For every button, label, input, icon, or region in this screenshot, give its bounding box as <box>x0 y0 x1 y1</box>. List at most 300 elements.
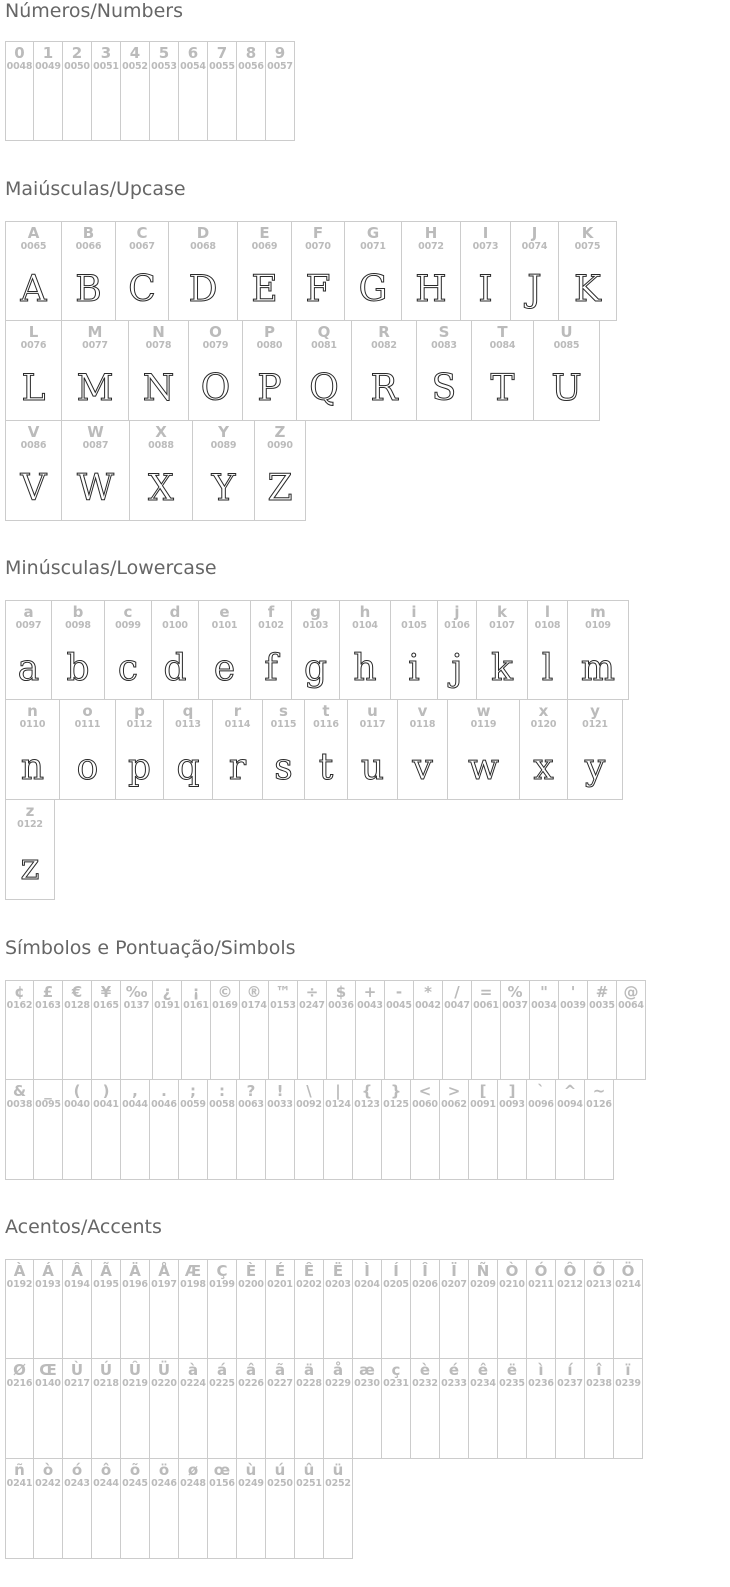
character-code: 0111 <box>74 719 101 730</box>
character-cell <box>527 1080 556 1180</box>
character-code: 0140 <box>35 1378 61 1389</box>
character-code: 0206 <box>412 1279 438 1290</box>
character-cell <box>92 1259 121 1359</box>
character-label: Ö <box>621 1262 635 1280</box>
character-cell <box>237 1080 266 1180</box>
character-label: t <box>322 702 330 720</box>
glyph-preview: m <box>580 648 616 689</box>
character-label: U <box>560 323 573 341</box>
character-cell <box>414 980 443 1080</box>
character-label: ø <box>187 1461 199 1479</box>
character-label: Ô <box>563 1262 577 1280</box>
character-label: ‰ <box>125 983 148 1001</box>
character-code: 0203 <box>325 1279 351 1290</box>
character-label: ü <box>332 1461 344 1479</box>
character-cell <box>568 600 629 700</box>
character-cell <box>5 221 62 321</box>
character-code: 0033 <box>267 1099 293 1110</box>
character-label: Û <box>128 1361 142 1379</box>
character-label: & <box>12 1082 27 1100</box>
character-cell <box>5 800 55 900</box>
character-code: 0096 <box>528 1099 554 1110</box>
character-label: Ç <box>216 1262 228 1280</box>
character-code: 0079 <box>202 340 229 351</box>
character-cell <box>398 700 448 800</box>
character-code: 0229 <box>325 1378 351 1389</box>
character-cell <box>269 980 298 1080</box>
character-cell <box>237 1359 266 1459</box>
character-cell <box>152 600 199 700</box>
character-cell <box>498 1359 527 1459</box>
character-cell <box>5 321 62 421</box>
character-label: ç <box>391 1361 401 1379</box>
character-label: ¥ <box>100 983 112 1001</box>
character-code: 0162 <box>6 1000 33 1011</box>
character-label: O <box>209 323 222 341</box>
character-code: 0226 <box>238 1378 264 1389</box>
character-code: 0234 <box>470 1378 496 1389</box>
character-label: n <box>27 702 38 720</box>
character-label: ù <box>245 1461 257 1479</box>
section-title-numbers: Números/Numbers <box>5 0 183 22</box>
character-code: 0120 <box>530 719 557 730</box>
character-cell <box>469 1359 498 1459</box>
character-code: 0219 <box>122 1378 148 1389</box>
character-code: 0038 <box>6 1099 33 1110</box>
character-cell <box>498 1080 527 1180</box>
character-code: 0070 <box>305 241 331 252</box>
character-cell <box>130 421 193 521</box>
character-code: 0121 <box>582 719 608 730</box>
character-cell <box>189 321 243 421</box>
character-code: 0195 <box>93 1279 119 1290</box>
glyph-preview: k <box>491 648 513 689</box>
character-code: 0099 <box>115 620 141 631</box>
character-code: 0098 <box>65 620 91 631</box>
character-label: N <box>152 323 165 341</box>
glyph-preview: L <box>21 368 46 409</box>
glyph-preview: x <box>533 747 554 788</box>
character-label: < <box>418 1082 432 1100</box>
character-cell <box>385 980 414 1080</box>
character-label: 5 <box>158 44 170 62</box>
character-cell <box>153 980 182 1080</box>
character-label: c <box>123 603 133 621</box>
character-cell <box>92 980 121 1080</box>
character-code: 0046 <box>151 1099 177 1110</box>
character-code: 0211 <box>528 1279 554 1290</box>
character-label: L <box>28 323 39 341</box>
glyph-preview: s <box>274 747 293 788</box>
character-code: 0212 <box>557 1279 583 1290</box>
character-cell <box>472 980 501 1080</box>
character-code: 0094 <box>557 1099 583 1110</box>
character-label: 6 <box>187 44 199 62</box>
character-code: 0232 <box>412 1378 438 1389</box>
character-cell <box>5 1459 34 1559</box>
character-cell <box>391 600 438 700</box>
character-cell <box>63 1259 92 1359</box>
glyph-preview: B <box>75 269 102 310</box>
character-label: å <box>332 1361 344 1379</box>
character-code: 0043 <box>357 1000 383 1011</box>
character-code: 0251 <box>296 1478 322 1489</box>
glyph-preview: f <box>264 648 278 689</box>
glyph-preview: I <box>478 269 493 310</box>
character-code: 0106 <box>444 620 470 631</box>
character-code: 0191 <box>154 1000 180 1011</box>
character-cell <box>340 600 391 700</box>
character-cell <box>411 1259 440 1359</box>
character-cell <box>353 1080 382 1180</box>
character-label: ( <box>73 1082 81 1100</box>
character-code: 0110 <box>19 719 46 730</box>
glyph-preview: w <box>468 747 499 788</box>
character-code: 0049 <box>35 61 61 72</box>
character-cell <box>5 600 52 700</box>
character-label: = <box>479 983 493 1001</box>
character-code: 0205 <box>383 1279 409 1290</box>
character-cell <box>305 700 348 800</box>
glyph-preview: D <box>188 269 218 310</box>
character-cell <box>382 1080 411 1180</box>
character-label: 3 <box>100 44 112 62</box>
character-code: 0201 <box>267 1279 293 1290</box>
character-code: 0101 <box>211 620 238 631</box>
character-code: 0210 <box>499 1279 525 1290</box>
character-code: 0083 <box>431 340 457 351</box>
character-cell <box>34 1359 63 1459</box>
character-cell <box>63 1080 92 1180</box>
character-cell <box>238 221 292 321</box>
character-cell <box>527 1359 556 1459</box>
character-cell <box>92 1359 121 1459</box>
character-cell <box>193 421 255 521</box>
character-cell <box>292 221 345 321</box>
character-label: P <box>264 323 275 341</box>
glyph-preview: Z <box>267 468 293 509</box>
character-code: 0153 <box>270 1000 296 1011</box>
character-cell <box>501 980 530 1080</box>
character-code: 0065 <box>20 241 47 252</box>
glyph-preview: p <box>127 747 152 788</box>
character-label: H <box>424 224 438 242</box>
character-cell <box>585 1259 614 1359</box>
character-label: : <box>219 1082 225 1100</box>
character-row <box>5 221 730 321</box>
character-cell <box>60 700 116 800</box>
glyph-preview: o <box>76 747 99 788</box>
character-cell <box>121 1080 150 1180</box>
character-cell <box>116 700 164 800</box>
character-cell <box>511 221 559 321</box>
character-code: 0245 <box>122 1478 148 1489</box>
character-label: ^ <box>563 1082 577 1100</box>
character-code: 0112 <box>126 719 153 730</box>
character-label: â <box>245 1361 257 1379</box>
character-label: a <box>23 603 34 621</box>
character-cell <box>614 1259 643 1359</box>
character-label: { <box>361 1082 373 1100</box>
glyph-preview: U <box>551 368 582 409</box>
character-cell <box>237 1459 266 1559</box>
character-cell <box>237 41 266 141</box>
character-cell <box>266 1080 295 1180</box>
character-code: 0056 <box>238 61 264 72</box>
character-code: 0113 <box>175 719 201 730</box>
character-cell <box>295 1259 324 1359</box>
character-label: 0 <box>14 44 25 62</box>
character-label: F <box>312 224 324 242</box>
character-label: b <box>72 603 84 621</box>
character-code: 0194 <box>64 1279 90 1290</box>
character-label: ï <box>625 1361 631 1379</box>
character-code: 0104 <box>352 620 378 631</box>
character-code: 0064 <box>618 1000 644 1011</box>
character-label: I <box>482 224 489 242</box>
character-code: 0103 <box>302 620 329 631</box>
glyph-preview: e <box>213 648 236 689</box>
character-code: 0235 <box>499 1378 525 1389</box>
character-label: > <box>447 1082 461 1100</box>
character-label: Â <box>71 1262 83 1280</box>
character-code: 0228 <box>296 1378 322 1389</box>
character-label: o <box>82 702 93 720</box>
character-code: 0091 <box>470 1099 496 1110</box>
character-cell <box>251 600 292 700</box>
glyph-preview: A <box>20 269 47 310</box>
character-label: Á <box>42 1262 54 1280</box>
character-cell <box>411 1359 440 1459</box>
character-code: 0059 <box>180 1099 206 1110</box>
character-grid-accents <box>5 1259 730 1559</box>
character-cell <box>121 1259 150 1359</box>
character-cell <box>121 980 153 1080</box>
character-cell <box>121 41 150 141</box>
character-cell <box>448 700 520 800</box>
character-label: Ü <box>157 1361 171 1379</box>
character-grid-lowercase <box>5 600 730 900</box>
character-label: Ù <box>70 1361 84 1379</box>
character-label: Ú <box>99 1361 113 1379</box>
character-row <box>5 41 730 141</box>
character-label: ; <box>190 1082 196 1100</box>
character-code: 0231 <box>383 1378 409 1389</box>
character-cell <box>116 221 169 321</box>
character-row <box>5 1259 730 1359</box>
character-cell <box>150 1359 179 1459</box>
character-cell <box>520 700 568 800</box>
character-code: 0072 <box>418 241 444 252</box>
character-code: 0249 <box>238 1478 264 1489</box>
character-cell <box>295 1459 324 1559</box>
character-code: 0062 <box>441 1099 467 1110</box>
character-cell <box>62 221 116 321</box>
character-code: 0198 <box>180 1279 206 1290</box>
character-label: M <box>87 323 103 341</box>
character-label: 1 <box>42 44 54 62</box>
character-label: é <box>448 1361 460 1379</box>
character-cell <box>266 41 295 141</box>
character-code: 0097 <box>15 620 42 631</box>
character-cell <box>255 421 306 521</box>
character-code: 0084 <box>489 340 516 351</box>
character-label: Q <box>317 323 331 341</box>
character-label: z <box>25 802 35 820</box>
character-cell <box>179 1080 208 1180</box>
character-label: g <box>310 603 321 621</box>
glyph-preview: r <box>228 747 247 788</box>
character-label: á <box>216 1361 228 1379</box>
glyph-preview: a <box>17 648 40 689</box>
character-label: Í <box>393 1262 399 1280</box>
character-code: 0237 <box>557 1378 583 1389</box>
character-code: 0090 <box>267 440 293 451</box>
character-code: 0204 <box>354 1279 380 1290</box>
character-code: 0227 <box>267 1378 293 1389</box>
character-code: 0048 <box>6 61 33 72</box>
character-cell <box>179 41 208 141</box>
character-code: 0035 <box>589 1000 615 1011</box>
character-label: ÷ <box>305 983 319 1001</box>
character-code: 0122 <box>17 819 43 830</box>
character-code: 0075 <box>574 241 601 252</box>
character-code: 0039 <box>560 1000 586 1011</box>
character-label: ó <box>71 1461 83 1479</box>
character-cell <box>213 700 263 800</box>
character-code: 0058 <box>209 1099 235 1110</box>
character-cell <box>556 1259 585 1359</box>
glyph-preview: i <box>408 648 420 689</box>
character-cell <box>63 1459 92 1559</box>
character-cell <box>614 1359 643 1459</box>
character-code: 0115 <box>270 719 297 730</box>
glyph-preview: G <box>358 269 388 310</box>
character-code: 0239 <box>615 1378 641 1389</box>
character-cell <box>52 600 105 700</box>
character-label: à <box>187 1361 199 1379</box>
character-label: Õ <box>592 1262 606 1280</box>
character-code: 0087 <box>82 440 109 451</box>
character-label: k <box>497 603 507 621</box>
character-cell <box>164 700 213 800</box>
character-label: u <box>367 702 378 720</box>
character-cell <box>150 41 179 141</box>
character-label: è <box>419 1361 431 1379</box>
character-label: - <box>395 983 403 1001</box>
character-label: | <box>335 1082 341 1100</box>
character-cell <box>5 980 34 1080</box>
character-label: C <box>136 224 148 242</box>
character-code: 0224 <box>180 1378 206 1389</box>
character-row <box>5 980 730 1080</box>
character-cell <box>63 980 92 1080</box>
character-label: õ <box>129 1461 141 1479</box>
character-code: 0123 <box>354 1099 380 1110</box>
character-cell <box>5 1259 34 1359</box>
character-code: 0041 <box>93 1099 119 1110</box>
character-cell <box>588 980 617 1080</box>
character-label: í <box>567 1361 573 1379</box>
character-cell <box>324 1080 353 1180</box>
glyph-preview: q <box>176 747 200 788</box>
character-label: @ <box>623 983 639 1001</box>
character-label: ú <box>274 1461 286 1479</box>
character-code: 0243 <box>64 1478 90 1489</box>
character-label: v <box>417 702 428 720</box>
character-label: d <box>169 603 181 621</box>
character-code: 0207 <box>441 1279 467 1290</box>
character-cell <box>169 221 238 321</box>
character-code: 0109 <box>585 620 611 631</box>
character-label: , <box>132 1082 138 1100</box>
glyph-preview: T <box>490 368 515 409</box>
character-cell <box>585 1080 614 1180</box>
character-label: ë <box>506 1361 518 1379</box>
character-code: 0246 <box>151 1478 177 1489</box>
character-label: w <box>476 702 491 720</box>
glyph-preview: j <box>451 648 463 689</box>
glyph-preview: y <box>584 747 606 788</box>
character-cell <box>440 1259 469 1359</box>
character-label: S <box>438 323 450 341</box>
glyph-preview: R <box>370 368 398 409</box>
glyph-preview: P <box>257 368 282 409</box>
character-label: _ <box>44 1082 52 1100</box>
glyph-preview: d <box>163 648 187 689</box>
character-code: 0100 <box>162 620 188 631</box>
character-cell <box>353 1259 382 1359</box>
character-label: r <box>233 702 242 720</box>
character-label: G <box>366 224 380 242</box>
character-label: ~ <box>592 1082 606 1100</box>
character-cell <box>92 1459 121 1559</box>
character-cell <box>295 1359 324 1459</box>
character-label: Î <box>422 1262 428 1280</box>
character-code: 0042 <box>415 1000 441 1011</box>
character-cell <box>5 421 62 521</box>
character-code: 0078 <box>145 340 172 351</box>
glyph-preview: V <box>20 468 47 509</box>
character-label: î <box>596 1361 602 1379</box>
character-label: Ó <box>534 1262 548 1280</box>
character-grid-upcase <box>5 221 730 521</box>
character-code: 0119 <box>470 719 497 730</box>
character-cell <box>211 980 240 1080</box>
character-code: 0089 <box>210 440 237 451</box>
character-code: 0117 <box>359 719 386 730</box>
character-code: 0102 <box>258 620 284 631</box>
character-cell <box>292 600 340 700</box>
character-label: * <box>424 983 432 1001</box>
glyph-preview: l <box>541 648 554 689</box>
glyph-preview: E <box>251 269 278 310</box>
character-label: % <box>507 983 523 1001</box>
character-cell <box>150 1080 179 1180</box>
character-label: ã <box>274 1361 286 1379</box>
character-cell <box>353 1359 382 1459</box>
character-cell <box>556 1359 585 1459</box>
character-label: y <box>590 702 600 720</box>
character-label: f <box>267 603 275 621</box>
character-cell <box>477 600 528 700</box>
character-code: 0126 <box>586 1099 612 1110</box>
character-label: ™ <box>275 983 291 1001</box>
character-code: 0244 <box>93 1478 119 1489</box>
character-code: 0108 <box>534 620 561 631</box>
character-cell <box>556 1080 585 1180</box>
character-label: 2 <box>71 44 83 62</box>
